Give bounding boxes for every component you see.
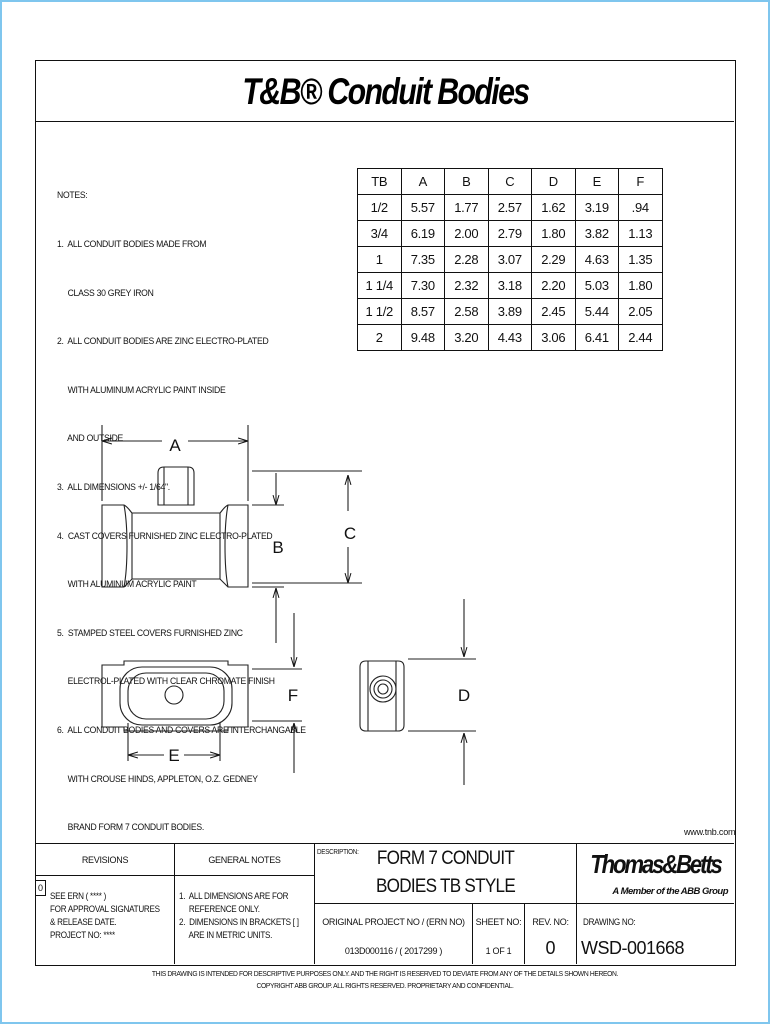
sheet-value: 1 OF 1 <box>485 946 512 956</box>
general-note-line: 1. ALL DIMENSIONS ARE FOR <box>179 891 289 901</box>
table-cell: 1.13 <box>619 221 663 247</box>
table-cell: .94 <box>619 195 663 221</box>
note-line: NOTES: <box>57 189 88 201</box>
dim-label-f: F <box>287 686 299 705</box>
table-header-cell: E <box>575 169 619 195</box>
company-logo: Thomas&Betts <box>590 849 721 879</box>
dim-label-b: B <box>272 538 284 557</box>
table-cell: 2.05 <box>619 299 663 325</box>
page-title: T&B® Conduit Bodies <box>241 71 529 112</box>
dim-label-d: D <box>457 686 471 705</box>
table-cell: 4.63 <box>575 247 619 273</box>
note-line: 4. CAST COVERS FURNISHED ZINC ELECTRO-PLATED <box>57 529 273 541</box>
revisions-header-cell <box>36 844 175 876</box>
table-cell: 7.30 <box>401 273 445 299</box>
company-tagline: A Member of the ABB Group <box>612 886 728 897</box>
footer-copyright: COPYRIGHT ABB GROUP. ALL RIGHTS RESERVED. PROPRIETARY AND CONFIDENTIAL. <box>256 981 514 990</box>
table-header-cell: F <box>619 169 663 195</box>
sheet-cell <box>473 904 525 964</box>
description-line-1: FORM 7 CONDUIT <box>376 848 515 869</box>
table-cell: 1 1/4 <box>358 273 402 299</box>
rev-value: 0 <box>545 938 556 958</box>
dim-label-c: C <box>343 524 357 543</box>
drawing-number: WSD-001668 <box>581 938 685 958</box>
table-cell: 2.20 <box>532 273 576 299</box>
table-header-cell: A <box>401 169 445 195</box>
table-cell: 3.82 <box>575 221 619 247</box>
note-line: WITH CROUSE HINDS, APPLETON, O.Z. GEDNEY <box>57 772 258 784</box>
table-cell: 3.06 <box>532 325 576 351</box>
title-block <box>36 843 734 965</box>
note-line: AND OUTSIDE <box>57 432 124 444</box>
table-cell: 2.57 <box>488 195 532 221</box>
revisions-label: REVISIONS <box>81 855 129 865</box>
revision-line: PROJECT NO: **** <box>50 930 115 940</box>
table-cell: 9.48 <box>401 325 445 351</box>
table-cell: 1.77 <box>445 195 489 221</box>
side-view <box>102 425 362 643</box>
description-line-2: BODIES TB STYLE <box>375 876 516 897</box>
note-line: WITH ALUMINUM ACRYLIC PAINT INSIDE <box>57 383 226 395</box>
table-cell: 1.35 <box>619 247 663 273</box>
original-project-label: ORIGINAL PROJECT NO / (ERN NO) <box>322 917 465 927</box>
drawing-frame <box>35 60 736 966</box>
table-cell: 5.03 <box>575 273 619 299</box>
note-line: 1. ALL CONDUIT BODIES MADE FROM <box>57 238 207 249</box>
sheet-label: SHEET NO: <box>475 917 522 927</box>
table-cell: 8.57 <box>401 299 445 325</box>
table-cell: 2 <box>358 325 402 351</box>
general-note-line: ARE IN METRIC UNITS. <box>179 930 273 940</box>
table-cell: 3.20 <box>445 325 489 351</box>
note-line: 5. STAMPED STEEL COVERS FURNISHED ZINC <box>57 626 243 638</box>
note-line: 2. ALL CONDUIT BODIES ARE ZINC ELECTRO-PLATED <box>57 335 269 347</box>
table-cell: 3.18 <box>488 273 532 299</box>
table-cell: 3.07 <box>488 247 532 273</box>
note-line: WITH ALUMINUM ACRYLIC PAINT <box>57 578 197 590</box>
table-cell: 1.62 <box>532 195 576 221</box>
table-cell: 2.28 <box>445 247 489 273</box>
drawing-label: DRAWING NO: <box>583 917 636 927</box>
table-cell: 2.45 <box>532 299 576 325</box>
revision-line: SEE ERN ( **** ) <box>50 891 106 901</box>
table-cell: 1/2 <box>358 195 402 221</box>
table-cell: 1.80 <box>532 221 576 247</box>
table-cell: 3.89 <box>488 299 532 325</box>
table-cell: 3.19 <box>575 195 619 221</box>
note-line: BRAND FORM 7 CONDUIT BODIES. <box>57 821 204 833</box>
general-note-line: 2. DIMENSIONS IN BRACKETS [ ] <box>179 917 299 927</box>
top-view <box>102 613 302 773</box>
table-cell: 5.57 <box>401 195 445 221</box>
table-header-cell: B <box>445 169 489 195</box>
rev-number-box: 0 <box>36 880 46 896</box>
table-cell: 6.41 <box>575 325 619 351</box>
table-cell: 2.29 <box>532 247 576 273</box>
table-header-cell: TB <box>358 169 402 195</box>
table-cell: 2.32 <box>445 273 489 299</box>
rev-label: REV. NO: <box>532 917 569 927</box>
logo-cell <box>577 844 734 904</box>
table-cell: 3/4 <box>358 221 402 247</box>
table-cell: 5.44 <box>575 299 619 325</box>
revision-line: & RELEASE DATE. <box>50 917 117 927</box>
table-cell: 2.44 <box>619 325 663 351</box>
table-cell: 1 1/2 <box>358 299 402 325</box>
technical-drawing <box>36 61 736 841</box>
table-cell: 2.79 <box>488 221 532 247</box>
table-cell: 1.80 <box>619 273 663 299</box>
drawing-number-cell <box>577 904 734 964</box>
table-cell: 6.19 <box>401 221 445 247</box>
website-url: www.tnb.com <box>684 827 736 837</box>
note-line: 3. ALL DIMENSIONS +/- 1/64". <box>57 480 170 492</box>
description-label: DESCRIPTION: <box>317 849 359 856</box>
table-cell: 1 <box>358 247 402 273</box>
note-line: CLASS 30 GREY IRON <box>57 286 154 298</box>
table-header-cell: D <box>532 169 576 195</box>
table-header-cell: C <box>488 169 532 195</box>
general-note-line: REFERENCE ONLY. <box>179 904 260 914</box>
description-cell <box>315 844 577 904</box>
revision-line: FOR APPROVAL SIGNATURES <box>50 904 160 914</box>
revisions-body-cell <box>36 876 175 964</box>
dim-label-a: A <box>169 436 181 455</box>
general-notes-label: GENERAL NOTES <box>208 855 281 865</box>
note-line: ELECTROL-PLATED WITH CLEAR CHROMATE FINISH <box>57 675 275 687</box>
table-cell: 4.43 <box>488 325 532 351</box>
general-notes-header-cell <box>175 844 315 876</box>
footer-disclaimer: THIS DRAWING IS INTENDED FOR DESCRIPTIVE PURPOSES ONLY. AND THE RIGHT IS RESERVED TO DEVIATE FROM ANY OF THE DETAILS SHOWN HEREON. <box>151 969 619 978</box>
general-notes-body-cell <box>175 876 315 964</box>
table-cell: 2.58 <box>445 299 489 325</box>
rev-cell <box>525 904 577 964</box>
note-line: 6. ALL CONDUIT BODIES AND COVERS ARE INTERCHANGABLE <box>57 723 306 735</box>
original-project-cell <box>315 904 473 964</box>
table-cell: 7.35 <box>401 247 445 273</box>
table-cell: 2.00 <box>445 221 489 247</box>
original-project-value: 013D000116 / ( 2017299 ) <box>344 946 443 956</box>
dim-label-e: E <box>168 746 180 765</box>
